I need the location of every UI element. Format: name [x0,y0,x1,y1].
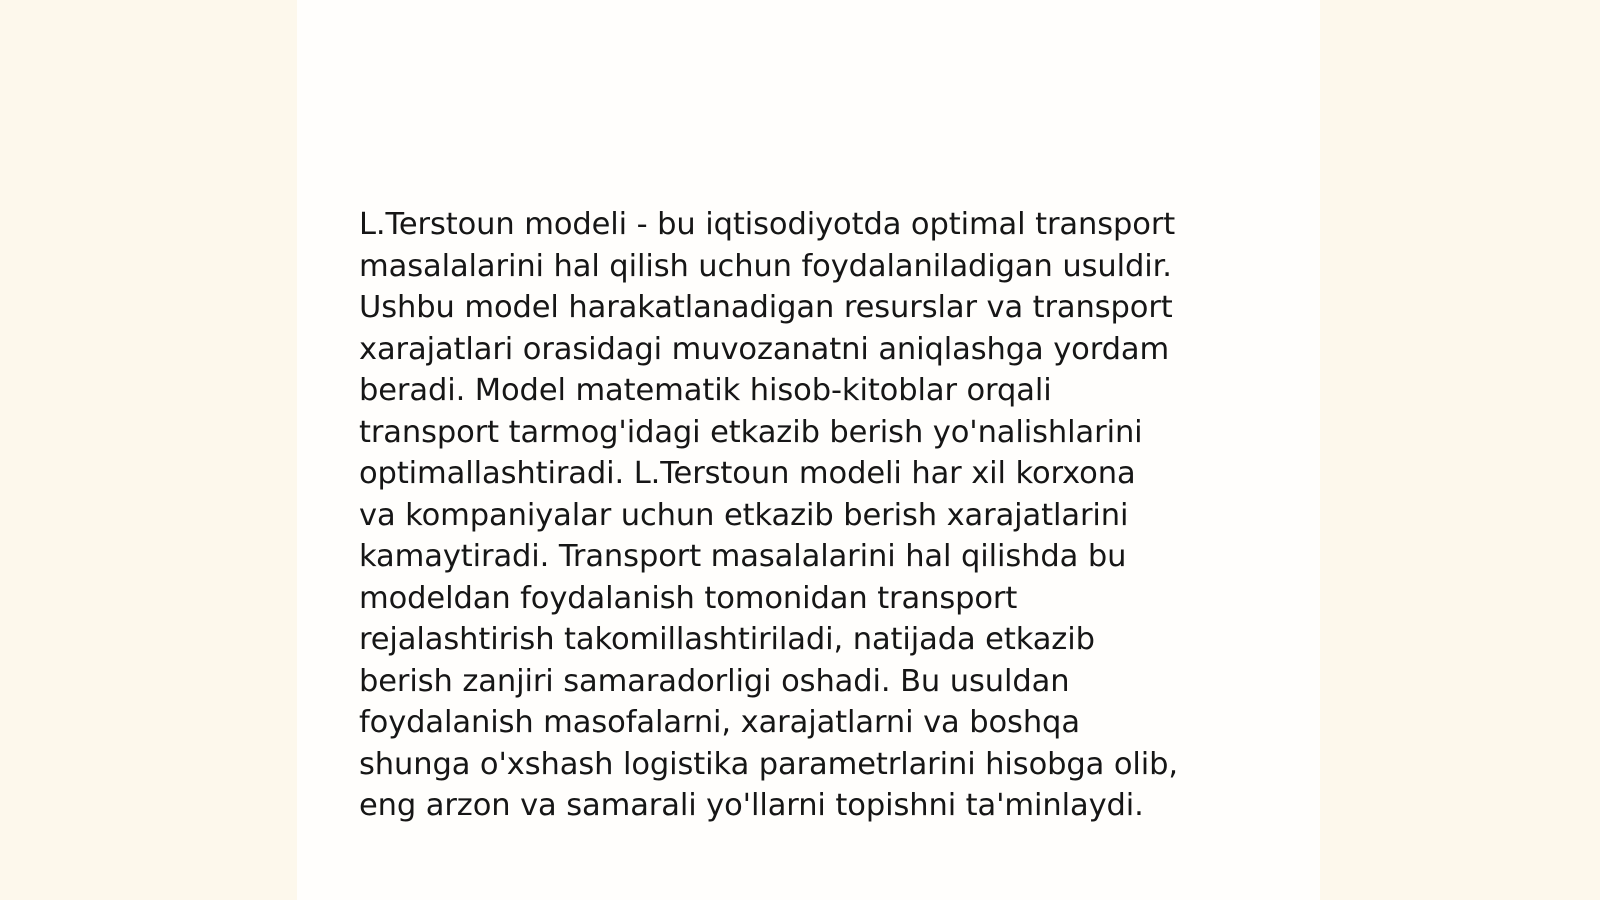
paragraph-line: L.Terstoun modeli - bu iqtisodiyotda optimal transport [359,207,1176,242]
paragraph-line: beradi. Model matematik hisob-kitoblar orqali [359,373,1052,408]
paragraph-line: optimallashtiradi. L.Terstoun modeli har xil korxona [359,456,1136,491]
paragraph-line: modeldan foydalanish tomonidan transport [359,580,1018,616]
paragraph-line: xarajatlari orasidagi muvozanatni aniqlashga yordam [359,331,1170,367]
paragraph-line: masalalarini hal qilish uchun foydalaniladigan usuldir. [359,248,1172,284]
paragraph-line: berish zanjiri samaradorligi oshadi. Bu usuldan [359,663,1070,699]
paragraph-line: Ushbu model harakatlanadigan resurslar va transport [359,290,1173,325]
paragraph-line: rejalashtirish takomillashtiriladi, natijada etkazib [359,622,1095,657]
paragraph-line: kamaytiradi. Transport masalalarini hal qilishda bu [359,539,1127,574]
paragraph-line: eng arzon va samarali yo'llarni topishni ta'minlaydi. [359,788,1144,823]
body-paragraph [359,204,1249,827]
paragraph-line: foydalanish masofalarni, xarajatlarni va boshqa [359,705,1080,740]
paragraph-line: va kompaniyalar uchun etkazib berish xarajatlarini [359,497,1129,533]
paragraph-line: transport tarmog'idagi etkazib berish yo'nalishlarini [359,414,1143,450]
paragraph-line: shunga o'xshash logistika parametrlarini hisobga olib, [359,746,1179,782]
slide [297,0,1320,900]
